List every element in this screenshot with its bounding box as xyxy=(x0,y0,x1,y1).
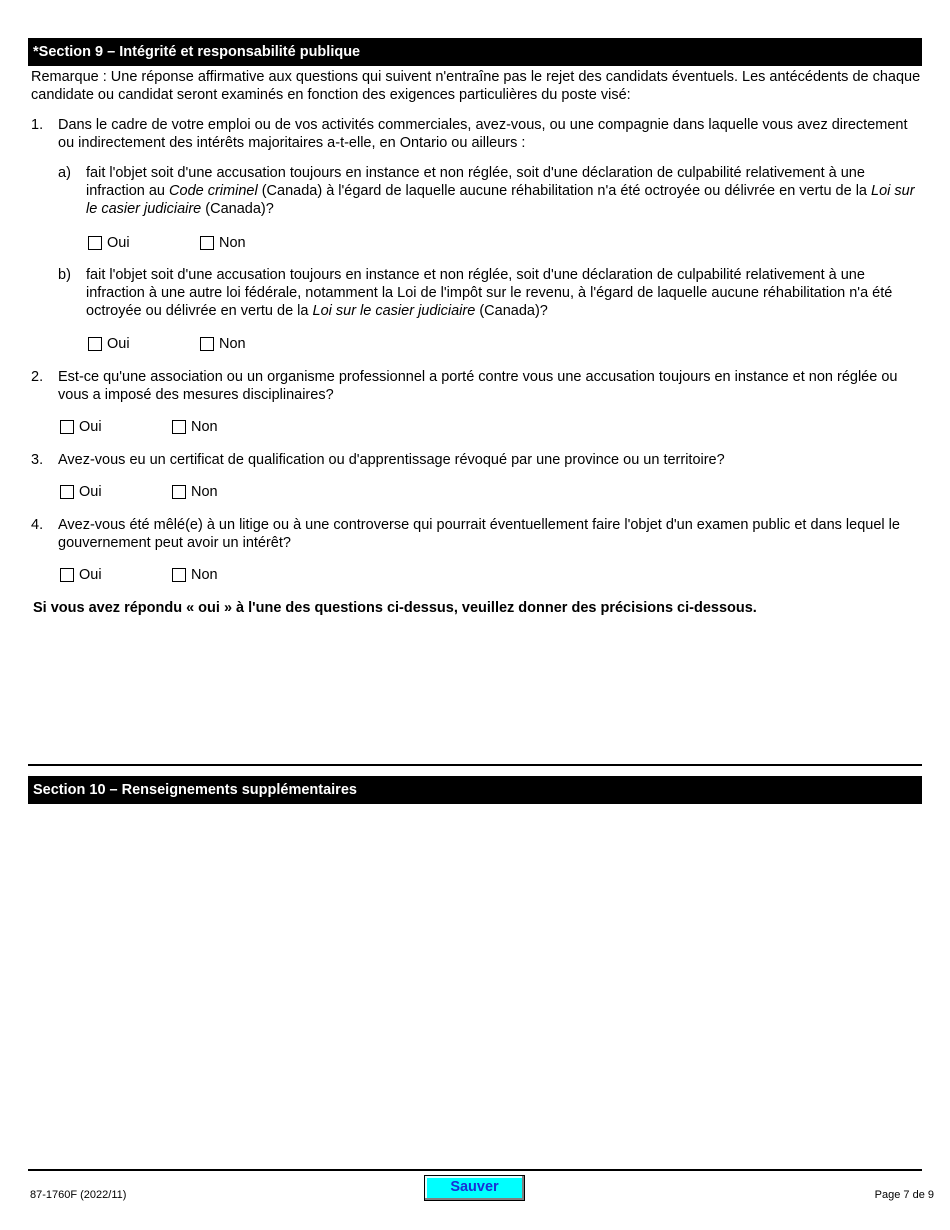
question-2-no-option[interactable] xyxy=(172,418,218,436)
section-9-header xyxy=(28,38,922,66)
question-4-yes-label: Oui xyxy=(79,567,102,583)
question-1a-yes-label: Oui xyxy=(107,235,130,251)
question-1b-yes-checkbox[interactable] xyxy=(88,337,102,351)
question-4-yes-option[interactable] xyxy=(60,566,102,584)
section-9-note: Remarque : Une réponse affirmative aux questions qui suivent n'entraîne pas le rejet des candidats éventuels. Les antécédents de chaque candidate ou candidat seront examinés en fonction des exigences particulières du poste visé: xyxy=(31,69,921,103)
question-1a-yes-option[interactable] xyxy=(88,234,130,252)
question-4-no-checkbox[interactable] xyxy=(172,568,186,582)
question-4-number: 4. xyxy=(31,517,44,533)
additional-info-textarea[interactable] xyxy=(28,806,922,1166)
question-4-no-label: Non xyxy=(191,567,218,583)
section-10-header xyxy=(28,776,922,804)
question-1a-text-part2: (Canada) à l'égard de laquelle aucune réhabilitation n'a été octroyée ou délivrée en vertu de la xyxy=(257,183,872,199)
question-1a-no-label: Non xyxy=(219,235,246,251)
question-1-number: 1. xyxy=(31,117,44,133)
question-3-no-label: Non xyxy=(191,484,218,500)
question-2-no-checkbox[interactable] xyxy=(172,420,186,434)
section-divider xyxy=(28,764,922,766)
question-4-text: Avez-vous été mêlé(e) à un litige ou à une controverse qui pourrait éventuellement faire l'objet d'un examen public et dans lequel le gouvernement peut avoir un intérêt? xyxy=(58,517,900,551)
question-1b-no-option[interactable] xyxy=(200,335,246,353)
question-1b-yes-label: Oui xyxy=(107,336,130,352)
question-2-yes-option[interactable] xyxy=(60,418,102,436)
question-1b-italic-loi: Loi sur le casier judiciaire xyxy=(312,303,476,319)
question-1a-text xyxy=(86,164,918,218)
question-1b-no-checkbox[interactable] xyxy=(200,337,214,351)
question-1a-no-checkbox[interactable] xyxy=(200,236,214,250)
question-1b-yes-option[interactable] xyxy=(88,335,130,353)
question-2-no-label: Non xyxy=(191,419,218,435)
question-1a-no-option[interactable] xyxy=(200,234,246,252)
question-1a-text-part3: (Canada)? xyxy=(201,201,274,217)
question-3-no-option[interactable] xyxy=(172,483,218,501)
footer-divider xyxy=(28,1169,922,1171)
question-1a-text-part1: fait l'objet soit d'une accusation toujours en instance et non réglée, soit d'une déclaration de culpabilité relativement à une infraction au xyxy=(86,165,865,199)
question-2-text: Est-ce qu'une association ou un organisme professionnel a porté contre vous une accusation toujours en instance et non réglée ou vous a imposé des mesures disciplinaires? xyxy=(58,369,898,403)
question-1a-italic-loi: Loi sur le casier judiciaire xyxy=(86,183,915,217)
question-1b-text xyxy=(86,266,918,320)
section-10-title: Section 10 – Renseignements supplémentaires xyxy=(33,782,357,798)
question-1a-yes-checkbox[interactable] xyxy=(88,236,102,250)
question-1b-label: b) xyxy=(58,267,71,283)
question-1b-no-label: Non xyxy=(219,336,246,352)
form-number: 87-1760F (2022/11) xyxy=(30,1189,127,1201)
details-prompt: Si vous avez répondu « oui » à l'une des questions ci-dessus, veuillez donner des précisions ci-dessous. xyxy=(33,600,757,616)
question-1a-italic-code-criminel: Code criminel xyxy=(169,183,258,199)
question-2-number: 2. xyxy=(31,369,44,385)
page-number: Page 7 de 9 xyxy=(874,1189,934,1201)
question-1a-label: a) xyxy=(58,165,71,181)
question-4-no-option[interactable] xyxy=(172,566,218,584)
question-3-yes-label: Oui xyxy=(79,484,102,500)
question-1-text: Dans le cadre de votre emploi ou de vos activités commerciales, avez-vous, ou une compagnie dans laquelle vous avez directement ou indirectement des intérêts majoritaires a-t-elle, en Ontario ou ailleurs : xyxy=(58,117,908,151)
question-3-text: Avez-vous eu un certificat de qualification ou d'apprentissage révoqué par une province ou un territoire? xyxy=(58,452,725,468)
question-1b-text-part2: (Canada)? xyxy=(475,303,548,319)
details-textarea[interactable] xyxy=(28,620,922,762)
save-button[interactable]: Sauver xyxy=(424,1175,525,1201)
question-3-number: 3. xyxy=(31,452,44,468)
question-4-yes-checkbox[interactable] xyxy=(60,568,74,582)
question-1b-text-part1: fait l'objet soit d'une accusation toujours en instance et non réglée, soit d'une déclaration de culpabilité relativement à une infraction à une autre loi fédérale, notamment la Loi de l'impôt sur le revenu, à l'égard de laquelle aucune réhabilitation n'a été octroyée ou délivrée en vertu de la xyxy=(86,267,893,319)
question-2-yes-checkbox[interactable] xyxy=(60,420,74,434)
question-3-no-checkbox[interactable] xyxy=(172,485,186,499)
question-3-yes-option[interactable] xyxy=(60,483,102,501)
question-2-yes-label: Oui xyxy=(79,419,102,435)
question-3-yes-checkbox[interactable] xyxy=(60,485,74,499)
section-9-title: *Section 9 – Intégrité et responsabilité publique xyxy=(33,44,361,60)
